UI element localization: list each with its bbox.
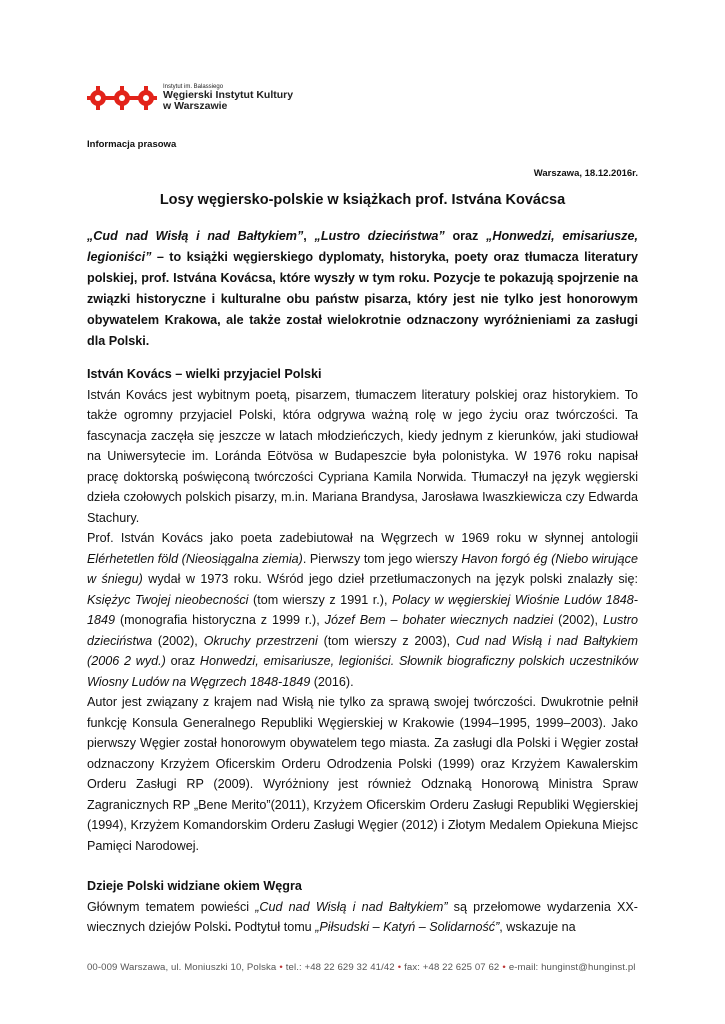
lead-text: – to książki węgierskiego dyplomaty, historyka, poety oraz tłumacza literatury polskiej, prof. Istvána Kovácsa, które wyszły w tym roku. Pozycje te pokazują spojrzenie na związki historyczne i kulturalne obu państw pisarza, który jest nie tylko jest honorowym obywatelem Krakowa, ale także został wielokrotnie odznaczony wyróżnieniami za zasługi dla Polski. xyxy=(87,250,638,348)
page-footer xyxy=(87,962,638,973)
footer-phone: tel.: +48 22 629 32 41/42 xyxy=(285,962,395,973)
footer-separator: • xyxy=(502,962,506,973)
footer-separator: • xyxy=(397,962,402,973)
section-spacer xyxy=(87,856,638,876)
paragraph-2: Prof. István Kovács jako poeta zadebiutował na Węgrzech w 1969 roku w słynnej antologii Elérhetetlen föld (Nieosiągalna ziemia). Pierwszy tom jego wierszy Havon forgó ég (Niebo wirujące w śniegu) wydał w 1973 roku. Wśród jego dzieł przetłumaczonych na język polski znalazły się: Księżyc Twojej nieobecności (tom wierszy z 1991 r.), Polacy w węgierskiej Wiośnie Ludów 1848-1849 (monografia historyczna z 1999 r.), Józef Bem – bohater wiecznych nadziei (2002), Lustro dzieciństwa (2002), Okruchy przestrzeni (tom wierszy z 2003), Cud nad Wisłą i nad Bałtykiem (2006 2 wyd.) oraz Honwedzi, emisariusze, legioniści. Słownik biograficzny polskich uczestników Wiosny Ludów na Węgrzech 1848-1849 (2016). xyxy=(87,531,639,689)
footer-email: e-mail: hunginst@hunginst.pl xyxy=(508,962,636,973)
paragraph-1: István Kovács jest wybitnym poetą, pisarzem, tłumaczem literatury polskiej oraz historykiem. To także ogromny przyjaciel Polski, która odgrywa ważną rolę w jego życiu oraz twórczości. Ta fascynacja zaczęła się jeszcze w latach młodzieńczych, kiedy jednym z kierunków, jaki studiował na Uniwersytecie im. Loránda Eötvösa w Budapeszcie była polonistyka. W 1976 roku napisał pracę doktorską poświęconą twórczości Cypriana Kamila Norwida. Tłumaczył na język węgierski dzieła czołowych polskich pisarzy, m.in. Mariana Brandysa, Jarosława Iwaszkiewicza czy Edwarda Stachury. xyxy=(87,387,638,525)
paragraph-4: Głównym tematem powieści „Cud nad Wisłą i nad Bałtykiem” są przełomowe wydarzenia XX-wiecznych dziejów Polski. Podtytuł tomu „Piłsudski – Katyń – Solidarność”, wskazuje na xyxy=(87,899,638,934)
article-body xyxy=(87,364,638,938)
footer-separator: • xyxy=(279,962,283,973)
book-title-1: „Cud nad Wisłą i nad Bałtykiem” xyxy=(87,229,304,243)
paragraph-3: Autor jest związany z krajem nad Wisłą nie tylko za sprawą swojej twórczości. Dwukrotnie pełnił funkcję Konsula Generalnego Republiki Węgierskiej w Krakowie (1994–1995, 1999–2003). Jako pierwszy Węgier został honorowym obywatelem tego miasta. Za zasługi dla Polski i Węgier został odznaczony Krzyżem Oficerskim Orderu Odrodzenia Polski (1999) oraz Krzyżem Kawalerskim Orderu Zasługi RP (2009). Wyróżniony jest również Odznaką Honorową Ministra Spraw Zagranicznych RP „Bene Merito”(2011), Krzyżem Oficerskim Orderu Zasługi Republiki Węgierskiej (1994), Krzyżem Komandorskim Orderu Zasługi Węgier (2012) i Złotym Medalem Opiekuna Miejsc Pamięci Narodowej. xyxy=(87,695,638,853)
hungarian-motif-icon xyxy=(87,85,157,111)
book-title-2: „Lustro dzieciństwa” xyxy=(314,229,445,243)
document-date: Warszawa, 18.12.2016r. xyxy=(533,168,638,179)
logo-subtitle: Instytut im. Balassiego xyxy=(163,84,224,90)
logo-title-line2: w Warszawie xyxy=(163,100,228,113)
footer-fax: fax: +48 22 625 07 62 xyxy=(404,962,500,973)
book-title-3: „Honwedzi, emisariusze, legioniści” xyxy=(87,229,638,264)
section-heading-1: István Kovács – wielki przyjaciel Polski xyxy=(87,367,322,381)
section-heading-2: Dzieje Polski widziane okiem Węgra xyxy=(87,879,302,893)
press-release-label: Informacja prasowa xyxy=(87,139,177,150)
document-title: Losy węgiersko-polskie w książkach prof. Istvána Kovácsa xyxy=(159,192,566,208)
logo-title-line1: Węgierski Instytut Kultury xyxy=(163,89,294,102)
institute-logo xyxy=(87,84,293,112)
footer-address: 00-009 Warszawa, ul. Moniuszki 10, Polska xyxy=(87,962,277,973)
lead-paragraph: „Cud nad Wisłą i nad Bałtykiem”, „Lustro dzieciństwa” oraz „Honwedzi, emisariusze, legioniści” – to książki węgierskiego dyplomaty, historyka, poety oraz tłumacza literatury polskiej, prof. Istvána Kovácsa, które wyszły w tym roku. Pozycje te pokazują spojrzenie na związki historyczne i kulturalne obu państw pisarza, który jest nie tylko jest honorowym obywatelem Krakowa, ale także został wielokrotnie odznaczony wyróżnieniami za zasługi dla Polski. xyxy=(87,229,638,348)
